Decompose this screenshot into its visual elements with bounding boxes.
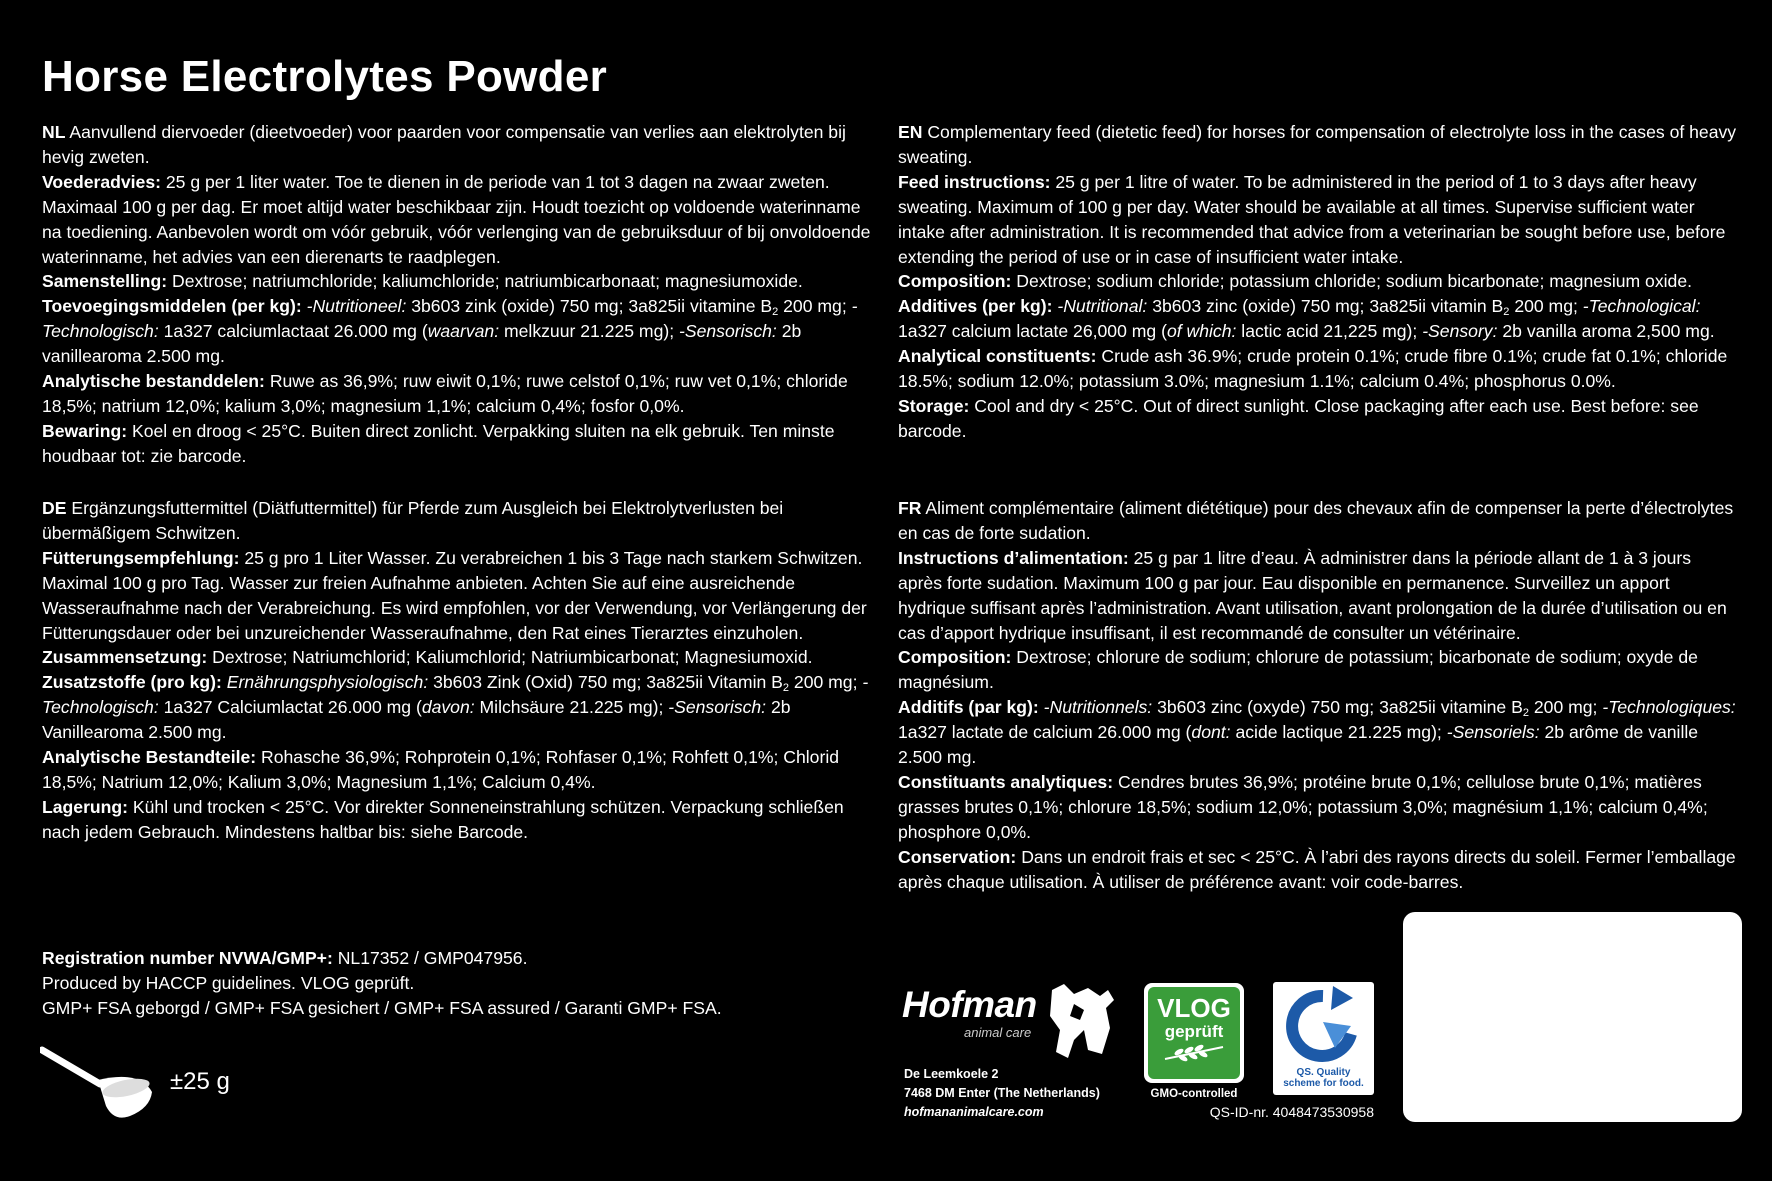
qs-badge [1273,982,1374,1095]
fr-additives: Additifs (par kg): -Nutritionnels: 3b603 zinc (oxyde) 750 mg; 3a825ii vitamine $B_2$ 200 mg; -Technologiques: 1a327 lactate de calcium 26.000 mg (dont: acide lactique 21.225 mg); -Sensoriels: 2b arôme de vanille 2.500 mg. [898,697,1736,768]
en-analytical: Analytical constituents: Crude ash 36.9%; crude protein 0.1%; crude fibre 0.1%; crude fat 0.1%; chloride 18.5%; sodium 12.0%; potassium 3.0%; magnesium 1.1%; calcium 0.4%; phosphorus 0.0%. [898,346,1728,392]
haccp-line: Produced by HACCP guidelines. VLOG geprüft. [42,973,415,993]
gmo-caption: GMO-controlled [1150,1088,1238,1100]
brand-name: Hofman [902,984,1037,1025]
nl-composition: Samenstelling: Dextrose; natriumchloride; kaliumchloride; natriumbicarbonaat; magnesiumoxide. [42,271,803,292]
de-composition: Zusammensetzung: Dextrose; Natriumchlorid; Kaliumchlorid; Natriumbicarbonat; Magnesiumoxid. [42,647,813,668]
nl-intro: NL Aanvullend diervoeder (dieetvoeder) voor paarden voor compensatie van verlies aan elektrolyten bij hevig zweten. [42,122,846,167]
brand-sub: animal care [964,1025,1032,1040]
scoop-icon [40,1046,156,1126]
nl-feed: Voederadvies: 25 g per 1 liter water. Toe te dienen in de periode van 1 tot 3 dagen na zwaar zweten. Maximaal 100 g per dag. Er moet altijd water beschikbaar zijn. Houdt toezicht op voldoende waterinname na toediening. Aanbevolen wordt om vóór gebruik, vóór verlenging van de gebruiksduur of bij onvoldoende waterinname, het advies van een dierenarts te raadplegen. [42,171,871,267]
en-feed: Feed instructions: 25 g per 1 litre of water. To be administered in the period of 1 to 3 days after heavy sweating. Maximum of 100 g per day. Water should be available at all times. Supervise sufficient water intake after administration. It is recommended that advice from a veterinarian be sought before use, before extending the period of use or in case of insufficient water intake. [898,171,1726,267]
de-intro: DE Ergänzungsfuttermittel (Diätfuttermittel) für Pferde zum Ausgleich bei Elektrolytverlusten bei übermäßigem Schwitzen. [42,498,784,543]
qs-line-2: scheme for food. [1283,1078,1364,1089]
section-de [42,496,882,845]
address-line-1: De Leemkoele 2 [904,1067,999,1081]
qs-line-1: QS. Quality [1296,1067,1351,1078]
dose-label: ±25 g [170,1068,230,1095]
fr-storage: Conservation: Dans un endroit frais et sec < 25°C. À l’abri des rayons directs du soleil. Fermer l’emballage après chaque utilisation. À utiliser de préférence avant: voir code-barres. [898,846,1736,892]
fr-intro: FR Aliment complémentaire (aliment diététique) pour des chevaux afin de compenser la perte d’électrolytes en cas de forte sudation. [898,498,1734,543]
gmp-line: GMP+ FSA geborgd / GMP+ FSA gesichert / GMP+ FSA assured / Garanti GMP+ FSA. [42,998,722,1018]
vlog-subtitle: geprüft [1164,1022,1224,1041]
section-nl [42,120,882,469]
section-en [898,120,1738,444]
section-fr [898,496,1738,895]
en-additives: Additives (per kg): -Nutritional: 3b603 zinc (oxide) 750 mg; 3a825ii vitamin $B_2$ 200 mg; -Technological: 1a327 calcium lactate 26,000 mg (of which: lactic acid 21,225 mg); -Sensory: 2b vanilla aroma 2,500 mg. [898,296,1715,342]
fr-feed: Instructions d’alimentation: 25 g par 1 litre d’eau. À administrer dans la période allant de 1 à 3 jours après forte sudation. Maximum 100 g par jour. Eau disponible en permanence. Surveillez un apport hydrique suffisant après l’administration. Avant utilisation, avant prolongation de la durée d’utilisation ou en cas d’apport hydrique insuffisant, il est recommandé de consulter un vétérinaire. [898,547,1727,643]
vlog-title: VLOG [1157,993,1231,1023]
barcode-area [1403,912,1742,1122]
de-additives: Zusatzstoffe (pro kg): Ernährungsphysiologisch: 3b603 Zink (Oxid) 750 mg; 3a825ii Vitamin $B_2$ 200 mg; -Technologisch: 1a327 Calciumlactat 26.000 mg (davon: Milchsäure 21.225 mg); -Sensorisch: 2b Vanillearoma 2.500 mg. [42,672,869,743]
en-storage: Storage: Cool and dry < 25°C. Out of direct sunlight. Close packaging after each use. Best before: see barcode. [898,395,1699,441]
en-composition: Composition: Dextrose; sodium chloride; potassium chloride; sodium bicarbonate; magnesium oxide. [898,271,1693,292]
qs-arrow-icon [1273,982,1374,1066]
registration-block [42,946,722,1021]
website: hofmananimalcare.com [904,1105,1044,1119]
nl-analytical: Analytische bestanddelen: Ruwe as 36,9%; ruw eiwit 0,1%; ruwe celstof 0,1%; ruw vet 0,1%; chloride 18,5%; natrium 12,0%; kalium 3,0%; magnesium 1,1%; calcium 0,4%; fosfor 0,0%. [42,371,848,416]
fr-composition: Composition: Dextrose; chlorure de sodium; chlorure de potassium; bicarbonate de sodium; oxyde de magnésium. [898,647,1698,693]
de-feed: Fütterungsempfehlung: 25 g pro 1 Liter Wasser. Zu verabreichen 1 bis 3 Tage nach starkem Schwitzen. Maximal 100 g pro Tag. Wasser zur freien Aufnahme anbieten. Achten Sie auf eine ausreichende Wasseraufnahme nach der Verabreichung. Es wird empfohlen, vor der Verwendung, vor Verlängerung der Fütterungsdauer oder bei unzureichender Wasseraufnahme, den Rat eines Tierarztes einzuholen. [42,547,867,643]
page-title: Horse Electrolytes Powder [42,52,608,101]
en-intro: EN Complementary feed (dietetic feed) for horses for compensation of electrolyte loss in the cases of heavy sweating. [898,122,1737,167]
de-analytical: Analytische Bestandteile: Rohasche 36,9%; Rohprotein 0,1%; Rohfaser 0,1%; Rohfett 0,1%; Chlorid 18,5%; Natrium 12,0%; Kalium 3,0%; Magnesium 1,1%; Calcium 0,4%. [42,747,840,792]
de-storage: Lagerung: Kühl und trocken < 25°C. Vor direkter Sonneneinstrahlung schützen. Verpackung schließen nach jedem Gebrauch. Mindestens haltbar bis: siehe Barcode. [42,796,844,842]
nl-additives: Toevoegingsmiddelen (per kg): -Nutritioneel: 3b603 zink (oxide) 750 mg; 3a825ii vitamine $B_2$ 200 mg; -Technologisch: 1a327 calciumlactaat 26.000 mg (waarvan: melkzuur 21.225 mg); -Sensorisch: 2b vanillearoma 2.500 mg. [42,296,858,367]
registration-number: Registration number NVWA/GMP+: NL17352 / GMP047956. [42,948,528,968]
address-block [904,1065,1100,1122]
qs-id: QS-ID-nr. 4048473530958 [1209,1104,1374,1120]
cow-horse-icon [1044,980,1116,1060]
vlog-badge [1144,983,1244,1083]
nl-storage: Bewaring: Koel en droog < 25°C. Buiten direct zonlicht. Verpakking sluiten na elk gebruik. Ten minste houdbaar tot: zie barcode. [42,420,835,466]
hofman-logo [902,984,1037,1040]
address-line-2: 7468 DM Enter (The Netherlands) [904,1086,1100,1100]
wheat-icon [1159,1041,1229,1063]
fr-analytical: Constituants analytiques: Cendres brutes 36,9%; protéine brute 0,1%; cellulose brute 0,1%; matières grasses brutes 0,1%; chlorure 18,5%; sodium 12,0%; potassium 3,0%; magnésium 1,1%; calcium 0,4%; phosphore 0,0%. [898,771,1708,842]
